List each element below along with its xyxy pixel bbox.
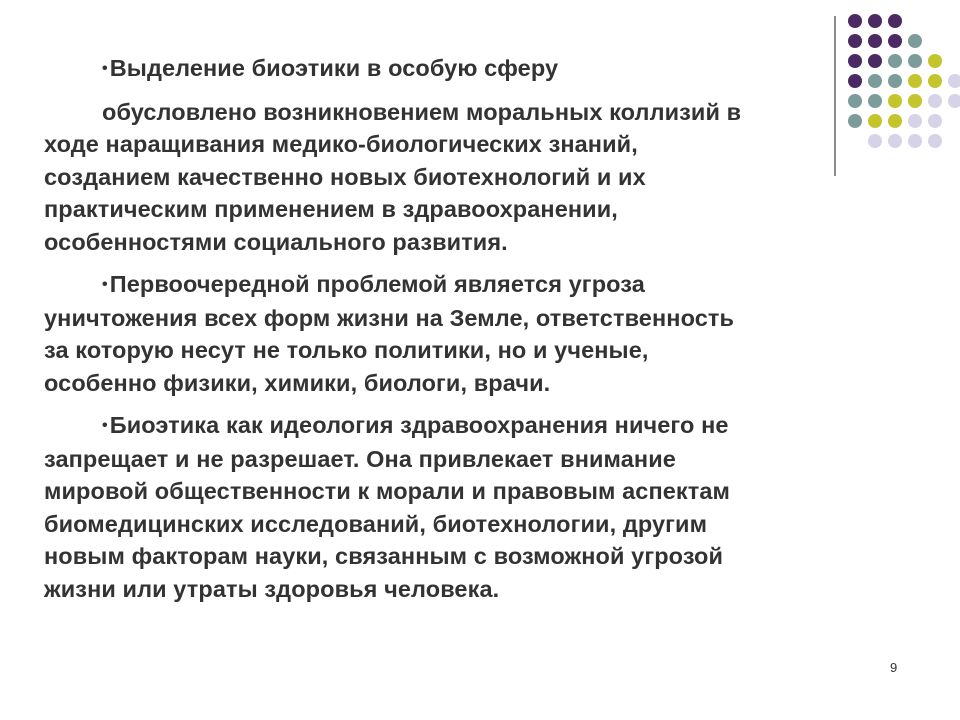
decorative-dot-teal bbox=[908, 54, 922, 68]
paragraph-1-text: Выделение биоэтики в особую сферу bbox=[109, 55, 559, 81]
decorative-dot-purple bbox=[868, 34, 882, 48]
page-number: 9 bbox=[890, 660, 898, 675]
paragraph-4 bbox=[44, 409, 904, 605]
decorative-dot-olive bbox=[908, 94, 922, 108]
decorative-dot-teal bbox=[908, 34, 922, 48]
bullet-icon: • bbox=[102, 60, 108, 77]
decorative-dot-lavender bbox=[928, 94, 942, 108]
decorative-dot-purple bbox=[848, 14, 862, 28]
paragraph-1 bbox=[44, 52, 904, 86]
decorative-dot-olive bbox=[908, 74, 922, 88]
decorative-dot-lavender bbox=[908, 134, 922, 148]
decorative-dot-lavender bbox=[908, 114, 922, 128]
paragraph-3 bbox=[44, 268, 904, 399]
decorative-dot-lavender bbox=[948, 74, 960, 88]
decorative-dot-lavender bbox=[928, 134, 942, 148]
decorative-dot-purple bbox=[868, 14, 882, 28]
decorative-dot-purple bbox=[888, 34, 902, 48]
paragraph-2-text: обусловлено возникновением моральных коллизий в ходе наращивания медико-биологических знаний, созданием качественно новых биотехнологий и их практическим применением в здравоохранении, особенностями социального развития. bbox=[44, 98, 742, 255]
decorative-dot-purple bbox=[888, 14, 902, 28]
decorative-dot-olive bbox=[928, 54, 942, 68]
decorative-dot-lavender bbox=[948, 94, 960, 108]
decorative-dot-purple bbox=[848, 34, 862, 48]
slide-body bbox=[44, 52, 904, 605]
paragraph-2 bbox=[44, 96, 904, 259]
decorative-dot-olive bbox=[928, 74, 942, 88]
bullet-icon: • bbox=[102, 417, 108, 434]
paragraph-3-text: Первоочередной проблемой является угроза уничтожения всех форм жизни на Земле, ответственность за которую несут не только политики, но и ученые, особенно физики, химики, биологи, врачи. bbox=[44, 271, 735, 396]
paragraph-4-text: Биоэтика как идеология здравоохранения ничего не запрещает и не разрешает. Она привлекает внимание мировой общественности к морали и правовым аспектам биомедицинских исследований, биотехнологии, другим новым факторам науки, связанным с возможной угрозой жизни или утраты здоровья человека. bbox=[44, 412, 731, 602]
bullet-icon: • bbox=[102, 276, 108, 293]
decorative-dot-lavender bbox=[928, 114, 942, 128]
